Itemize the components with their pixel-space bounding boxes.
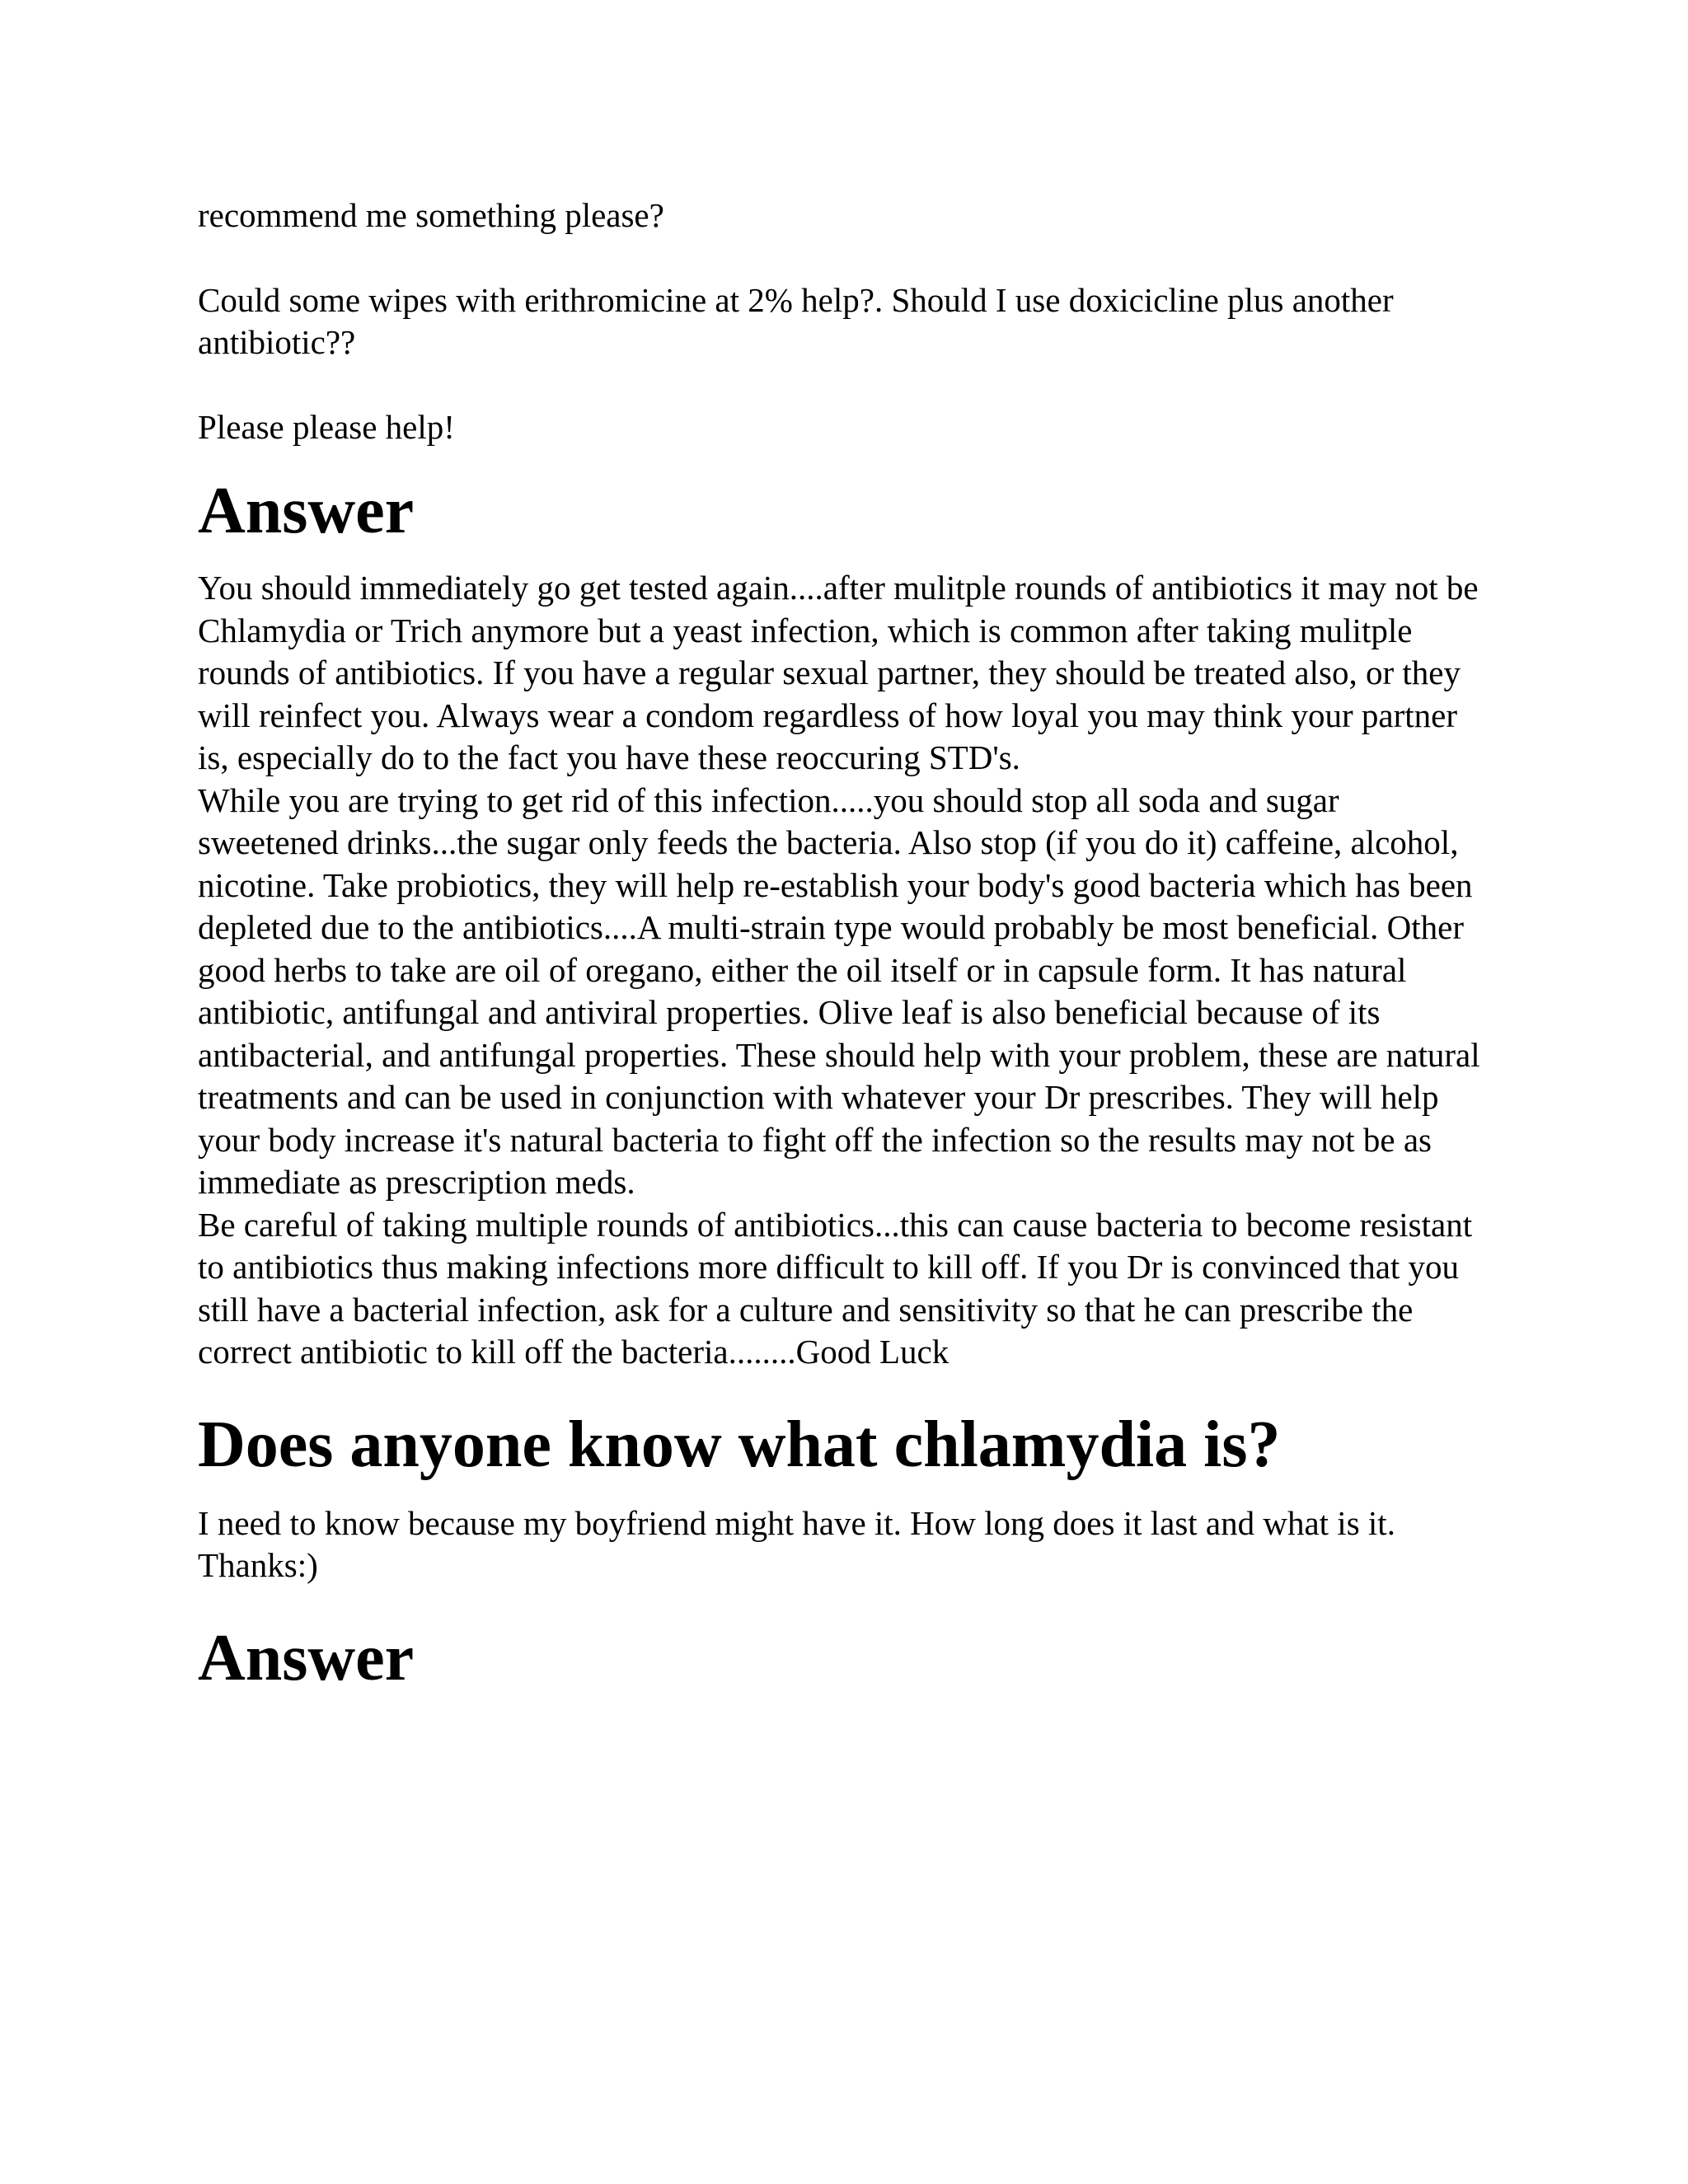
answer-paragraph: You should immediately go get tested again....after mulitple rounds of antibiotics it may not be Chlamydia or Trich anymore but a yeast infection, which is common after taking mulitple rounds of antibiotics. If you have a regular sexual partner, they should be treated also, or they will reinfect you. Always wear a condom regardless of how loyal you may think your partner is, especially do to the fact you have these reoccuring STD's.	[198, 569, 1479, 776]
question-text: I need to know because my boyfriend might have it. How long does it last and what is it. Thanks:)	[198, 1503, 1395, 1584]
question-text: Could some wipes with erithromicine at 2% help?. Should I use doxicicline plus another antibiotic??	[198, 280, 1394, 361]
question-text: recommend me something please?	[198, 196, 664, 234]
answer-heading: Answer	[198, 1621, 415, 1694]
answer-body	[198, 567, 1484, 1374]
question-heading: Does anyone know what chlamydia is?	[198, 1408, 1281, 1481]
answer-paragraph: Be careful of taking multiple rounds of antibiotics...this can cause bacteria to become resistant to antibiotics thus making infections more difficult to kill off. If you Dr is convinced that you still have a bacterial infection, ask for a culture and sensitivity so that he can prescribe the correct antibiotic to kill off the bacteria........Good Luck	[198, 1205, 1473, 1371]
answer-heading: Answer	[198, 475, 415, 547]
answer-paragraph: While you are trying to get rid of this infection.....you should stop all soda and sugar sweetened drinks...the sugar only feeds the bacteria. Also stop (if you do it) caffeine, alcohol, nicotine. Take probiotics, they will help re-establish your body's good bacteria which has been depleted due to the antibiotics....A multi-strain type would probably be most beneficial. Other good herbs to take are oil of oregano, either the oil itself or in capsule form. It has natural antibiotic, antifungal and antiviral properties. Olive leaf is also beneficial because of its antibacterial, and antifungal properties. These should help with your problem, these are natural treatments and can be used in conjunction with whatever your Dr prescribes. They will help your body increase it's natural bacteria to fight off the infection so the results may not be as immediate as prescription meds.	[198, 780, 1480, 1201]
document-content	[198, 194, 1484, 1696]
question-text: Please please help!	[198, 407, 455, 446]
